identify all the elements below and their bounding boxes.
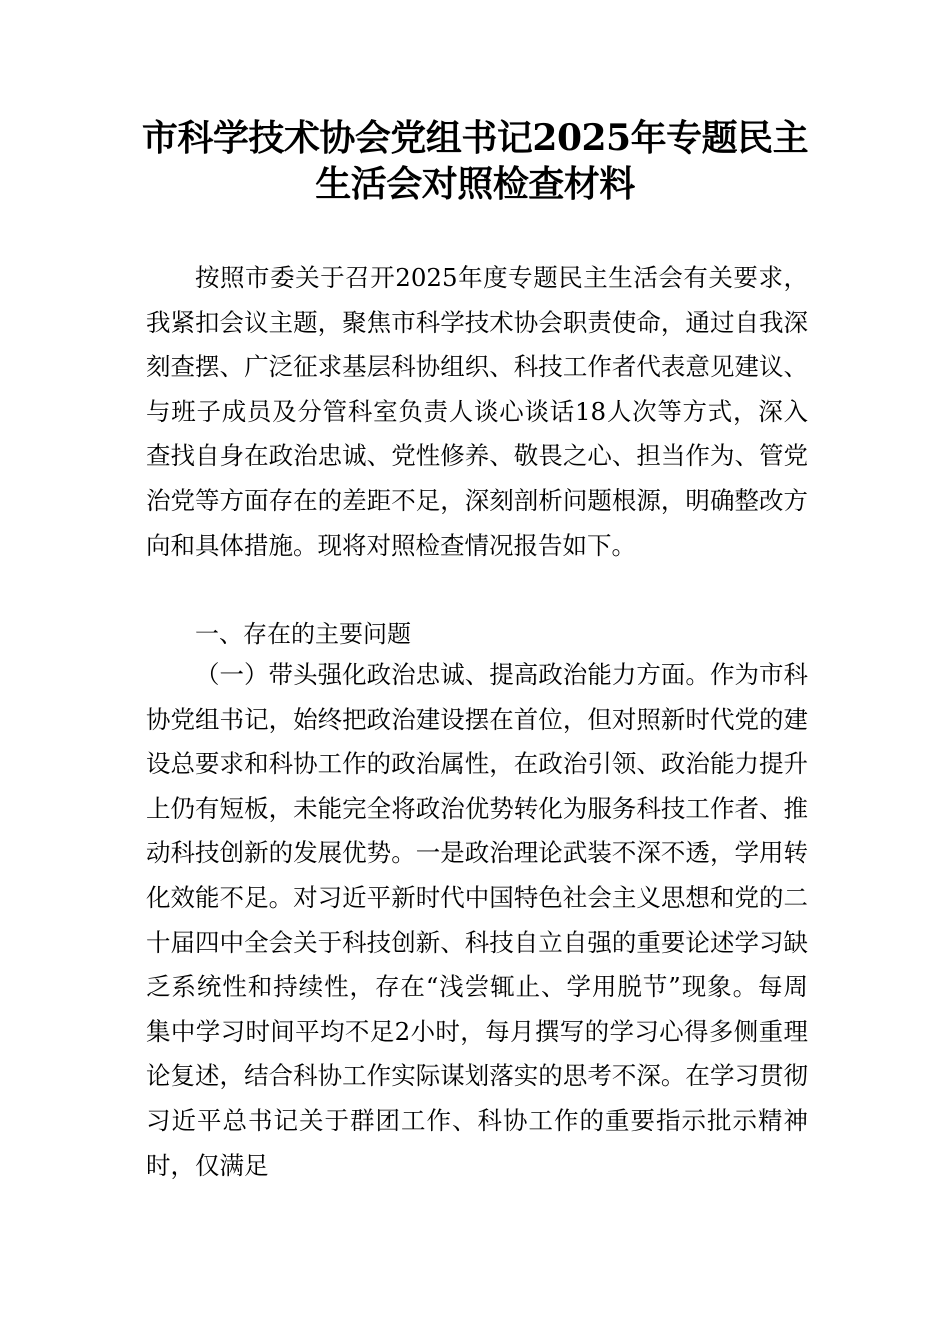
subsection-1-paragraph [146, 653, 808, 1188]
intro-block [146, 256, 808, 568]
intro-paragraph: 按照市委关于召开2025年度专题民主生活会有关要求，我紧扣会议主题，聚焦市科学技术协会职责使命，通过自我深刻查摆、广泛征求基层科协组织、科技工作者代表意见建议、与班子成员及分管科室负责人谈心谈话18人次等方式，深入查找自身在政治忠诚、党性修养、敬畏之心、担当作为、管党治党等方面存在的差距不足，深刻剖析问题根源，明确整改方向和具体措施。现将对照检查情况报告如下。 [146, 263, 808, 560]
subsection-1-block [146, 653, 808, 1188]
section-1-heading-block [146, 612, 808, 657]
document-title-line-2: 生活会对照检查材料 [315, 163, 635, 205]
section-1-heading: 一、存在的主要问题 [195, 620, 411, 648]
subsection-1-heading: （一）带头强化政治忠诚、提高政治能力方面。 [195, 660, 710, 689]
subsection-1-text: 作为市科协党组书记，始终把政治建设摆在首位，但对照新时代党的建设总要求和科协工作的政治属性，在政治引领、政治能力提升上仍有短板，未能完全将政治优势转化为服务科技工作者、推动科技创新的发展优势。一是政治理论武装不深不透，学用转化效能不足。对习近平新时代中国特色社会主义思想和党的二十届四中全会关于科技创新、科技自立自强的重要论述学习缺乏系统性和持续性，存在“浅尝辄止、学用脱节”现象。每周集中学习时间平均不足2小时，每月撰写的学习心得多侧重理论复述，结合科协工作实际谋划落实的思考不深。在学习贯彻习近平总书记关于群团工作、科协工作的重要指示批示精神时，仅满足 [146, 660, 808, 1180]
document-title-line-1: 市科学技术协会党组书记2025年专题民主 [141, 117, 809, 159]
